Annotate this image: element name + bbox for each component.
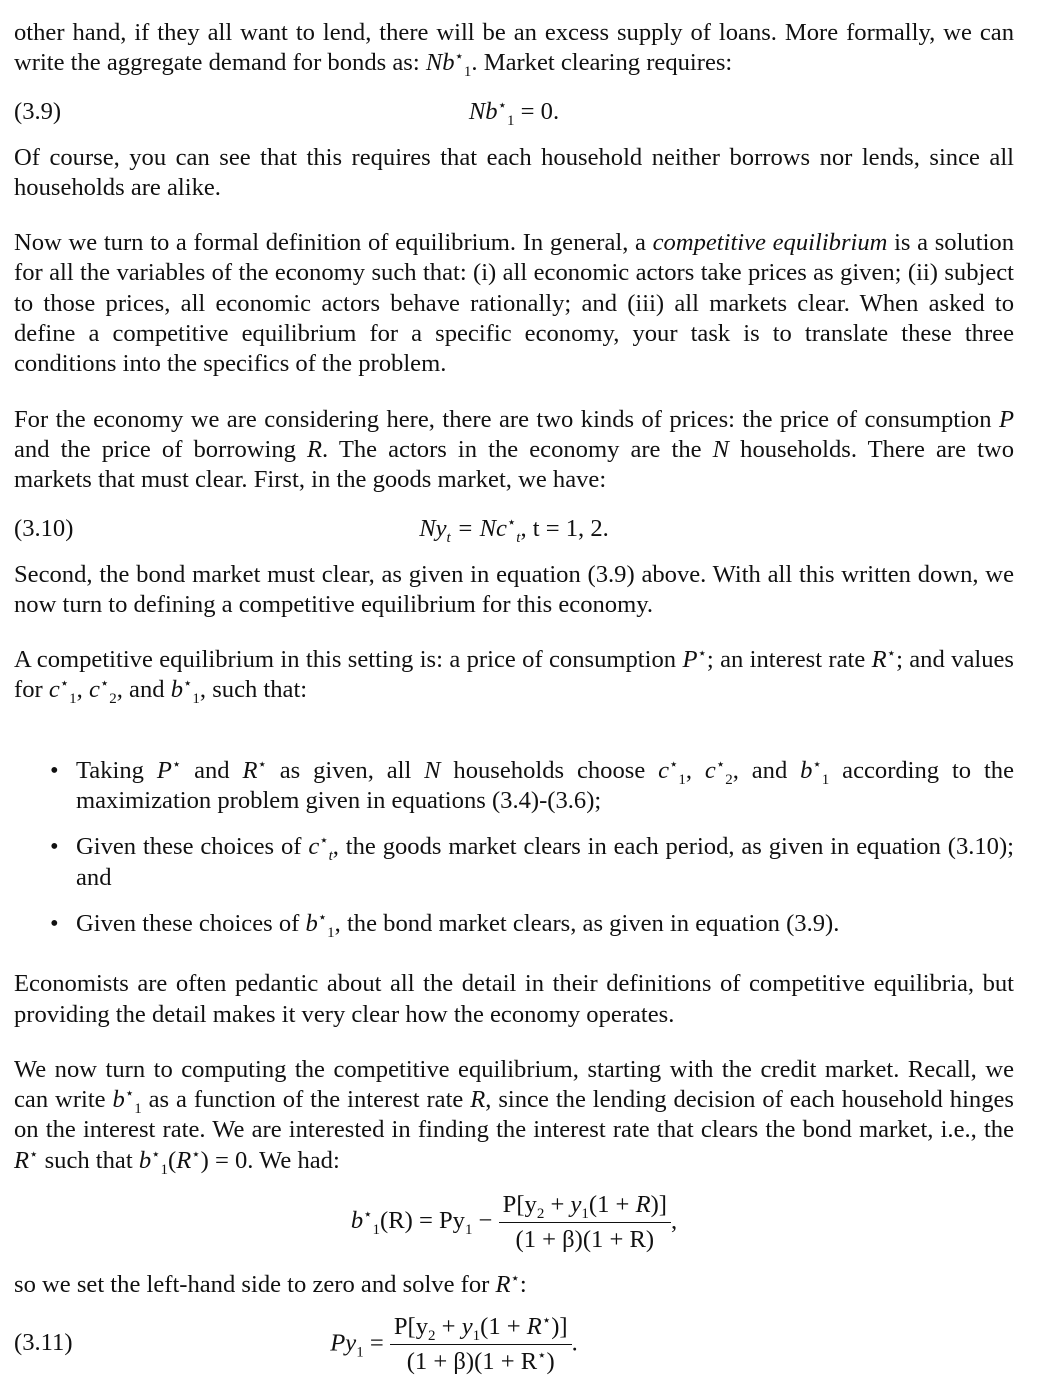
paragraph-competitive-equilibrium: A competitive equilibrium in this setting is: a price of consumption P⋆; an interest rate R⋆; and values for $c^⋆_1$, $c^⋆_2$, and $b^⋆_1$, such that: <box>14 645 1014 708</box>
equation-body: $Py_1$ = $\frac{P[y_2 + y_1(1 + R^⋆)]}{(1 + \beta)(1 + R^⋆)}$ . <box>330 1312 578 1376</box>
paragraph-equilibrium-definition: Now we turn to a formal definition of equilibrium. In general, a competitive equilibrium is a solution for all the variables of the economy such that: (i) all economic actors take prices as given; (ii) subject to those prices, all economic actors behave rationally; and (iii) all markets clear. When asked to define a competitive equilibrium for a specific economy, your task is to translate these three conditions into the specifics of the problem. <box>14 229 1014 378</box>
paragraph-bond-market: Second, the bond market must clear, as given in equation (3.9) above. With all this written down, we now turn to defining a competitive equilibrium for this economy. <box>14 560 1014 618</box>
paragraph-two-prices: For the economy we are considering here, there are two kinds of prices: the price of consumption P and the price of borrowing R. The actors in the economy are the N households. There are two markets that must clear. First, in the goods market, we have: <box>14 405 1014 494</box>
list-item: • Given these choices of $b^⋆_1$, the bond market clears, as given in equation (3.9). <box>76 909 1014 939</box>
paragraph-computing-equilibrium: We now turn to computing the competitive equilibrium, starting with the credit market. Recall, we can write $b^⋆_1$ as a function of the interest rate R, since the lending decision of each household hinges on the interest rate. We are interested in finding the interest rate that clears the bond market, i.e., the R⋆ such that $b^⋆_1(R^⋆) = 0$. We had: <box>14 1055 1014 1178</box>
equation-number: (3.11) <box>14 1328 73 1356</box>
paragraph-aggregate-demand: other hand, if they all want to lend, there will be an excess supply of loans. More formally, we can write the aggregate demand for bonds as: $Nb^⋆_1$. Market clearing requires: <box>14 19 1014 81</box>
paragraph-households-alike: Of course, you can see that this requires that each household neither borrows nor lends, since all households are alike. <box>14 143 1014 201</box>
list-item: • Given these choices of $c^⋆_t$, the goods market clears in each period, as given in equation (3.10); and <box>76 832 1014 893</box>
equation-number: (3.10) <box>14 514 74 542</box>
math-Nb1: $Nb^⋆_1$ <box>425 49 472 81</box>
equation-number: (3.9) <box>14 97 62 125</box>
list-item: • Taking P⋆ and R⋆ as given, all N households choose $c^⋆_1$, $c^⋆_2$, and $b^⋆_1$ according to the maximization problem given in equations (3.4)-(3.6); <box>76 756 1014 817</box>
paragraph-solve-for-R: so we set the left-hand side to zero and solve for R⋆: <box>14 1270 527 1298</box>
equilibrium-conditions-list <box>14 756 1014 939</box>
equation-3-11 <box>14 1312 1014 1376</box>
paragraph-pedantic: Economists are often pedantic about all the detail in their definitions of competitive equilibria, but providing the detail makes it very clear how the economy operates. <box>14 970 1014 1028</box>
equation-3-10 <box>14 514 1014 544</box>
equation-body: $Ny_t = Nc^⋆_t$, t = 1, 2. <box>419 514 609 546</box>
display-equation-b1: $b^⋆_1(R) = Py_1$ − $\frac{P[y_2 + y_1(1 + R)]}{(1 + \beta)(1 + R)}$ , <box>350 1191 678 1254</box>
equation-body: $Nb^⋆_1 = 0$. <box>468 97 560 129</box>
equation-3-9 <box>14 97 1014 127</box>
page-body <box>14 18 1015 1376</box>
